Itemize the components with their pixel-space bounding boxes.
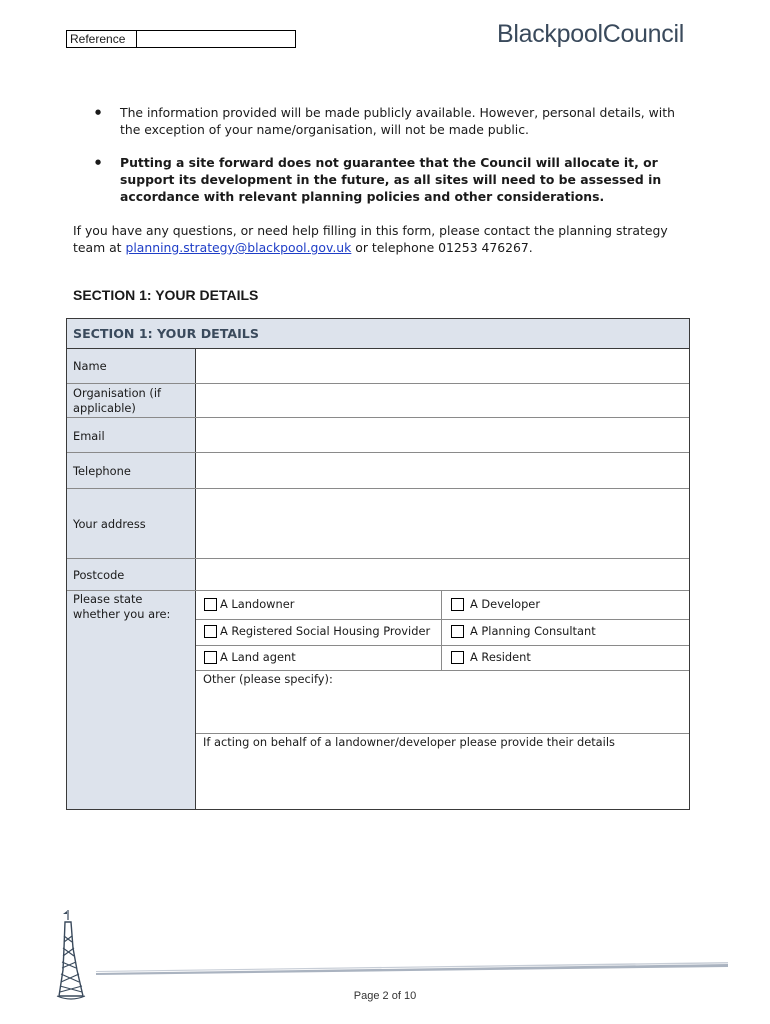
reference-box <box>66 30 296 48</box>
organisation-field[interactable] <box>196 384 689 417</box>
blackpool-council-logo: BlackpoolCouncil <box>497 20 684 48</box>
notes-list <box>95 104 675 221</box>
address-field[interactable] <box>196 489 689 558</box>
note-no-guarantee: ● Putting a site forward does not guarantee that the Council will allocate it, or support its development in the future, as all sites will need to be assessed in accordance with relevant planning policies and other considerations. <box>95 154 675 205</box>
note-public-info: ● The information provided will be made publicly available. However, personal details, with the exception of your name/organisation, will not be made public. <box>95 104 675 138</box>
telephone-field[interactable] <box>196 453 689 488</box>
land-agent-checkbox[interactable] <box>204 651 217 664</box>
email-label: Email <box>73 429 105 443</box>
email-field[interactable] <box>196 418 689 452</box>
page-number: Page 2 of 10 <box>353 990 417 1002</box>
social-housing-checkbox[interactable] <box>204 625 217 638</box>
details-form <box>66 318 690 810</box>
planning-consultant-option: A Planning Consultant <box>470 624 596 638</box>
behalf-label: If acting on behalf of a landowner/developer please provide their details <box>203 735 615 749</box>
landowner-checkbox[interactable] <box>204 598 217 611</box>
row-divider <box>196 733 689 734</box>
developer-option: A Developer <box>470 597 540 611</box>
form-header <box>67 319 689 349</box>
resident-checkbox[interactable] <box>451 651 464 664</box>
organisation-label: Organisation (if applicable) <box>73 386 162 415</box>
land-agent-option: A Land agent <box>220 650 296 664</box>
planning-consultant-checkbox[interactable] <box>451 625 464 638</box>
other-label: Other (please specify): <box>203 672 333 686</box>
postcode-field[interactable] <box>196 559 689 590</box>
postcode-label: Postcode <box>73 568 125 582</box>
address-label: Your address <box>73 517 146 531</box>
developer-checkbox[interactable] <box>451 598 464 611</box>
resident-option: A Resident <box>470 650 531 664</box>
column-divider <box>441 590 442 670</box>
contact-text-before: If you have any questions, or need help filling in this form, please contact the planning strategy team at <box>73 223 668 255</box>
row-divider <box>196 645 689 646</box>
contact-text-after: or telephone 01253 476267. <box>351 240 533 255</box>
landowner-option: A Landowner <box>220 597 295 611</box>
contact-email-link[interactable]: planning.strategy@blackpool.gov.uk <box>125 240 352 255</box>
social-housing-option: A Registered Social Housing Provider <box>220 624 431 638</box>
reference-field[interactable] <box>137 31 295 47</box>
name-label: Name <box>73 359 107 373</box>
section-heading: SECTION 1: YOUR DETAILS <box>73 287 259 303</box>
form-header-title: SECTION 1: YOUR DETAILS <box>73 326 259 341</box>
contact-paragraph <box>73 222 693 256</box>
footer-rule <box>96 960 728 976</box>
role-label: Please state whether you are: <box>73 592 171 621</box>
row-divider <box>67 590 689 591</box>
name-field[interactable] <box>196 349 689 383</box>
other-field[interactable] <box>196 687 689 733</box>
behalf-field[interactable] <box>196 751 689 809</box>
row-divider <box>196 619 689 620</box>
telephone-label: Telephone <box>73 464 131 478</box>
row-divider <box>196 670 689 671</box>
reference-label: Reference <box>67 31 137 47</box>
